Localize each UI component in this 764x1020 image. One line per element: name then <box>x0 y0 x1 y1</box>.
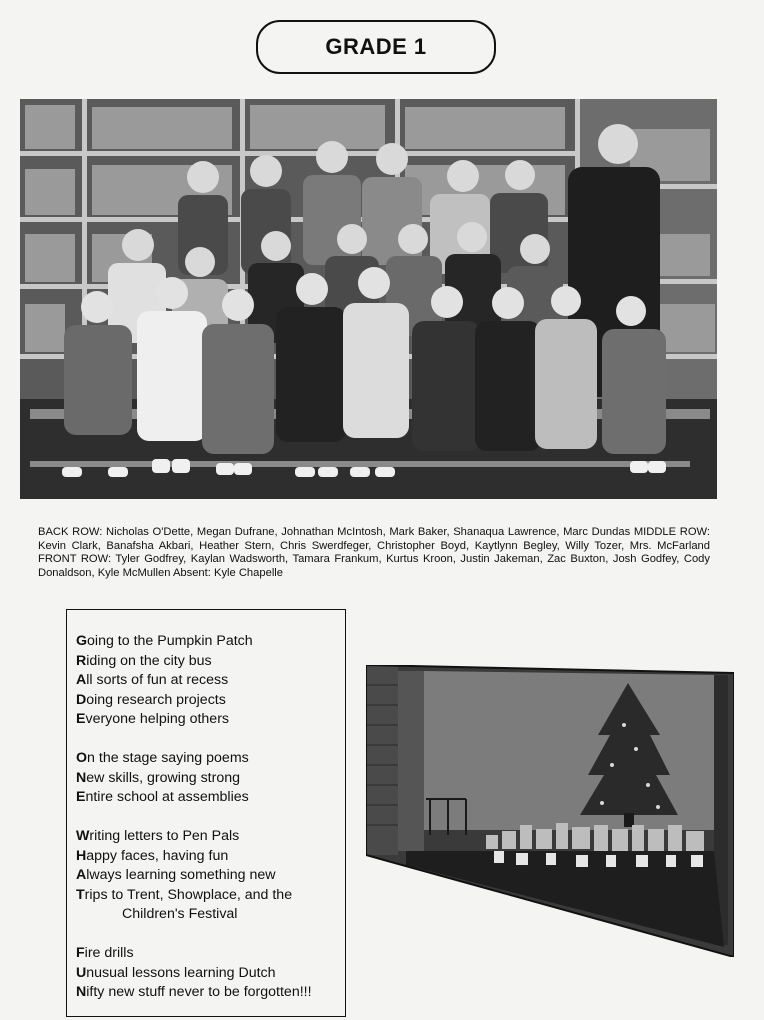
poem-line-initial: U <box>76 964 87 981</box>
poem-line <box>76 827 345 847</box>
poem-line-text: ifty new stuff never to be forgotten!!! <box>86 984 312 1000</box>
poem-line-text: iding on the city bus <box>86 652 212 669</box>
poem-line <box>76 632 345 652</box>
poem-line-text: n the stage saying poems <box>87 750 249 766</box>
poem-stanza <box>76 827 345 925</box>
poem-line-initial: E <box>76 711 86 727</box>
poem-line-initial: N <box>76 769 87 786</box>
poem-line-text: nusual lessons learning Dutch <box>86 964 276 981</box>
acrostic-poem-box <box>66 609 346 1017</box>
poem-line-initial: N <box>76 984 87 1000</box>
poem-line <box>76 788 345 808</box>
poem-line-continuation: Children's Festival <box>122 906 238 922</box>
poem-line-initial: H <box>76 847 87 864</box>
class-photo <box>20 99 717 499</box>
poem-line-text: ew skills, growing strong <box>86 769 241 786</box>
poem-line-text: veryone helping others <box>85 711 230 727</box>
poem-line <box>76 964 345 984</box>
poem-stanza <box>76 632 345 730</box>
page-title <box>256 20 496 74</box>
poem-line-initial: W <box>76 828 90 844</box>
poem-line-text: oing research projects <box>86 691 226 708</box>
poem-line <box>76 691 345 711</box>
poem-line-text: ntire school at assemblies <box>85 789 249 805</box>
poem-line <box>76 866 345 886</box>
poem-line <box>76 710 345 730</box>
stage-photo-image <box>366 665 734 957</box>
poem-line <box>76 652 345 672</box>
poem-line-text: appy faces, having fun <box>86 847 229 864</box>
stage-photo <box>366 665 734 957</box>
poem-line-initial: G <box>76 633 88 649</box>
poem-line-text: lways learning something new <box>86 867 276 883</box>
poem-stanza <box>76 944 345 1003</box>
poem-line <box>76 944 345 964</box>
poem-line-initial: A <box>76 672 87 688</box>
poem-stanza <box>76 749 345 808</box>
poem-line <box>76 769 345 789</box>
poem-line-initial: F <box>76 945 85 961</box>
poem-line-initial: E <box>76 789 86 805</box>
class-photo-caption: BACK ROW: Nicholas O'Dette, Megan Dufrane, Johnathan McIntosh, Mark Baker, Shanaqua Lawrence, Marc Dundas MIDDLE ROW: Kevin Clark, Banafsha Akbari, Heather Stern, Chris Swerdfeger, Christopher Boyd, Kaytlynn Begley, Willy Tozer, Mrs. McFarland FRONT ROW: Tyler Godfrey, Kaylan Wadsworth, Tamara Frankum, Kurtus Kroon, Justin Jakeman, Zac Buxton, Josh Godfey, Cody Donaldson, Kyle McMullen Absent: Kyle Chapelle <box>38 526 710 579</box>
poem-line-text: rips to Trent, Showplace, and the <box>84 886 293 903</box>
acrostic-poem <box>76 632 345 1003</box>
poem-line-initial: A <box>76 867 87 883</box>
poem-line <box>76 671 345 691</box>
poem-line-text: ire drills <box>84 945 134 961</box>
poem-line-text: ll sorts of fun at recess <box>86 672 229 688</box>
poem-line-initial: D <box>76 691 87 708</box>
class-photo-image <box>20 99 717 499</box>
poem-line <box>76 983 345 1003</box>
poem-line <box>76 847 345 867</box>
page-title-text: GRADE 1 <box>325 34 427 59</box>
poem-line <box>76 886 345 906</box>
poem-line-text: oing to the Pumpkin Patch <box>87 633 253 649</box>
poem-line-initial: R <box>76 652 87 669</box>
poem-line <box>76 749 345 769</box>
poem-line-initial: O <box>76 750 88 766</box>
poem-line-initial: T <box>76 886 85 903</box>
poem-line-text: riting letters to Pen Pals <box>89 828 240 844</box>
